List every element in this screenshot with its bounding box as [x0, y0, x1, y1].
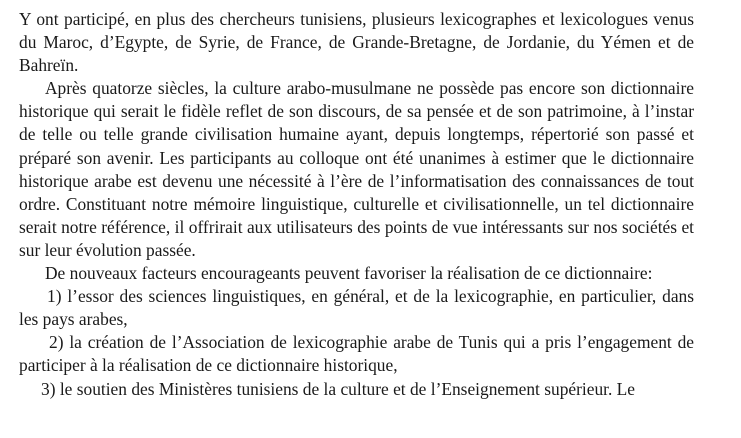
paragraph-new-factors: De nouveaux facteurs encourageants peuvent favoriser la réalisation de ce dictionnaire: — [45, 263, 653, 284]
list-item-ministries: 3) le soutien des Ministères tunisiens de la culture et de l’Enseignement supérieur. Le — [41, 378, 636, 399]
list-item-association: 2) la création de l’Association de lexicographie arabe de Tunis qui a pris l’engagement de participer à la réalisation de ce dictionnaire historique, — [19, 332, 694, 376]
paragraph-historical-dictionary: Après quatorze siècles, la culture arabo-musulmane ne possède pas encore son dictionnaire historique qui serait le fidèle reflet de son discours, de sa pensée et de son patrimoine, à l’instar de telle ou telle grande civilisation humaine ayant, depuis longtemps, répertorié son passé et préparé son avenir. Les participants au colloque ont été unanimes à estimer que le dictionnaire historique arabe est devenu une nécessité à l’ère de l’informatisation des connaissances de tout ordre. Constituant notre mémoire linguistique, culturelle et civilisationnelle, un tel dictionnaire serait notre référence, il offrirait aux utilisateurs des points de vue intéressants sur nos sociétés et sur leur évolution passée. — [19, 78, 694, 260]
list-item-linguistics: 1) l’essor des sciences linguistiques, en général, et de la lexicographie, en particulier, dans les pays arabes, — [19, 286, 694, 330]
clipped-previous-line — [19, 0, 694, 2]
paragraph-participants: Y ont participé, en plus des chercheurs tunisiens, plusieurs lexicographes et lexicologues venus du Maroc, d’Egypte, de Syrie, de France, de Grande-Bretagne, de Jordanie, du Yémen et de Bahreïn. — [19, 9, 694, 76]
document-page — [19, 0, 694, 401]
